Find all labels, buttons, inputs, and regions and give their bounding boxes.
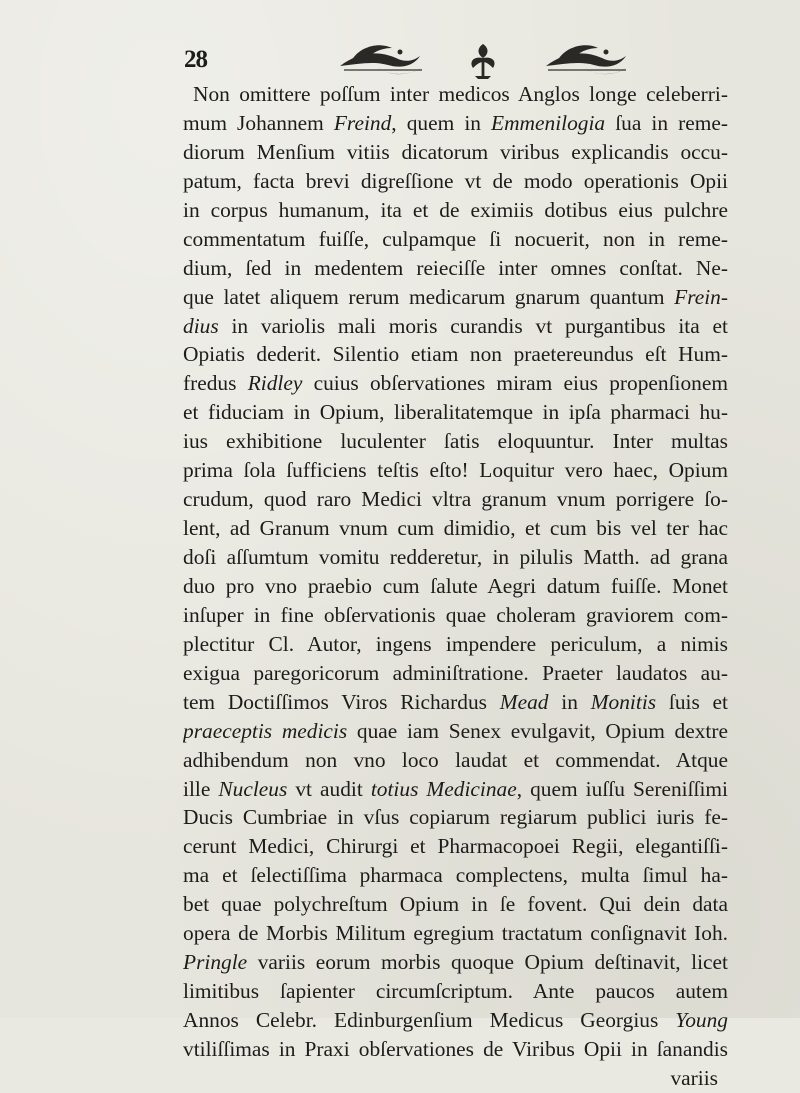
text-segment: ille	[183, 776, 219, 801]
text-line	[183, 514, 728, 543]
text-segment: Ducis Cumbriae in vſus copiarum regiarum publici iuris fe-	[183, 805, 728, 830]
text-segment: variis	[670, 1065, 718, 1090]
italic-text: Freind	[333, 110, 392, 135]
text-line	[183, 919, 728, 948]
text-segment: patum, facta brevi digreſſione vt de modo operationis Opii	[183, 168, 728, 193]
italic-text: Ridley	[247, 371, 303, 396]
text-segment: cuius obſervationes miram eius propenſionem	[302, 371, 728, 396]
text-segment: duo pro vno praebio cum ſalute Aegri datum fuiſſe. Monet	[183, 573, 728, 598]
right-scroll-ornament-icon	[546, 45, 626, 74]
text-line	[183, 832, 728, 861]
text-segment: cerunt Medici, Chirurgi et Pharmacopoei Regii, elegantiſſi-	[183, 834, 728, 859]
text-line	[183, 659, 728, 688]
italic-text: Emmenilogia	[491, 110, 606, 135]
text-segment: variis eorum morbis quoque Opium deſtinavit, licet	[247, 950, 728, 975]
text-segment: que latet aliquem rerum medicarum gnarum quantum	[183, 284, 675, 309]
text-line	[183, 196, 728, 225]
text-line	[183, 630, 728, 659]
italic-text: Monitis	[590, 689, 657, 714]
text-segment: lent, ad Granum vnum cum dimidio, et cum bis vel ter hac	[183, 516, 728, 541]
latin-body-text	[183, 80, 728, 1093]
text-line	[183, 80, 728, 109]
text-segment: mum Johannem	[183, 110, 334, 135]
text-line	[183, 283, 728, 312]
text-line	[183, 890, 728, 919]
text-segment: in	[548, 689, 591, 714]
text-line	[183, 167, 728, 196]
text-segment: ſuis et	[656, 689, 728, 714]
text-segment: ius exhibitione luculenter ſatis eloquuntur. Inter multas	[183, 429, 728, 454]
text-segment: vt audit	[287, 776, 371, 801]
text-line	[183, 775, 728, 804]
italic-text: praeceptis medicis	[183, 718, 348, 743]
italic-text: Pringle	[183, 950, 248, 975]
italic-text: totius Medicinae	[370, 776, 517, 801]
center-fleuron-icon	[471, 44, 494, 79]
text-segment: Annos Celebr. Edinburgenſium Medicus Georgius	[183, 1008, 676, 1032]
text-line	[183, 398, 728, 427]
text-line	[183, 340, 728, 369]
text-segment: , quem in	[391, 110, 492, 135]
text-line	[183, 1035, 728, 1064]
left-scroll-ornament-icon	[340, 45, 422, 74]
text-segment: inſuper in fine obſervationis quae choleram graviorem com-	[183, 602, 728, 627]
text-segment: dium, ſed in medentem reieciſſe inter omnes conſtat. Ne-	[183, 255, 728, 280]
italic-text: Mead	[499, 689, 549, 714]
text-line	[183, 601, 728, 630]
text-line	[183, 109, 728, 138]
text-segment: adhibendum non vno loco laudat et commendat. Atque	[183, 747, 728, 772]
text-line	[183, 1006, 728, 1035]
italic-text: Nucleus	[218, 776, 288, 801]
text-segment: et fiduciam in Opium, liberalitatemque in ipſa pharmaci hu-	[183, 400, 728, 425]
text-line	[183, 312, 728, 341]
text-segment: ſua in reme-	[605, 110, 728, 135]
text-line	[183, 572, 728, 601]
page-number: 28	[184, 46, 207, 73]
text-line	[183, 746, 728, 775]
text-segment: bet quae polychreſtum Opium in ſe fovent. Qui dein data	[183, 892, 728, 917]
text-segment: , quem iuſſu Sereniſſimi	[516, 776, 728, 801]
text-line	[183, 543, 728, 572]
text-line	[183, 427, 728, 456]
text-line	[183, 948, 728, 977]
text-segment: exigua paregoricorum adminiſtratione. Praeter laudatos au-	[183, 660, 728, 685]
text-segment: quae iam Senex evulgavit, Opium dextre	[347, 718, 728, 743]
text-line	[183, 977, 728, 1006]
text-segment: doſi aſſumtum vomitu redderetur, in pilulis Matth. ad grana	[183, 545, 728, 569]
text-segment: commentatum fuiſſe, culpamque ſi nocuerit, non in reme-	[183, 226, 728, 251]
italic-text: Young	[675, 1008, 728, 1032]
text-line	[183, 138, 728, 167]
text-segment: Non omittere poſſum inter medicos Anglos longe celeberri-	[193, 82, 728, 106]
text-segment: fredus	[183, 371, 248, 396]
text-segment: tem Doctiſſimos Viros Richardus	[183, 689, 500, 714]
text-segment: prima ſola ſufficiens teſtis eſto! Loquitur vero haec, Opium	[183, 458, 728, 483]
text-segment: plectitur Cl. Autor, ingens impendere periculum, a nimis	[183, 631, 728, 656]
text-line	[183, 803, 728, 832]
headpiece-ornament	[338, 38, 628, 82]
text-line	[183, 1064, 728, 1093]
text-line	[183, 688, 728, 717]
text-segment: limitibus ſapienter circumſcriptum. Ante paucos autem	[183, 979, 728, 1004]
text-line	[183, 861, 728, 890]
text-segment: ma et ſelectiſſima pharmaca complectens, multa ſimul ha-	[183, 863, 728, 888]
text-segment: vtiliſſimas in Praxi obſervationes de Viribus Opii in ſanandis	[183, 1036, 728, 1061]
text-segment: in variolis mali moris curandis vt purgantibus ita et	[218, 313, 728, 338]
text-line	[183, 254, 728, 283]
italic-text: dius	[183, 313, 219, 338]
text-segment: crudum, quod raro Medici vltra granum vnum porrigere ſo-	[183, 487, 728, 512]
text-segment: opera de Morbis Militum egregium tractatum conſignavit Ioh.	[183, 921, 728, 946]
text-line	[183, 456, 728, 485]
text-segment: in corpus humanum, ita et de eximiis dotibus eius pulchre	[183, 197, 728, 222]
text-segment: diorum Menſium vitiis dicatorum viribus explicandis occu-	[183, 139, 728, 164]
text-segment: Opiatis dederit. Silentio etiam non praetereundus eſt Hum-	[183, 342, 728, 367]
text-line	[183, 485, 728, 514]
italic-text: Frein-	[674, 284, 728, 309]
text-line	[183, 225, 728, 254]
text-line	[183, 717, 728, 746]
text-line	[183, 369, 728, 398]
